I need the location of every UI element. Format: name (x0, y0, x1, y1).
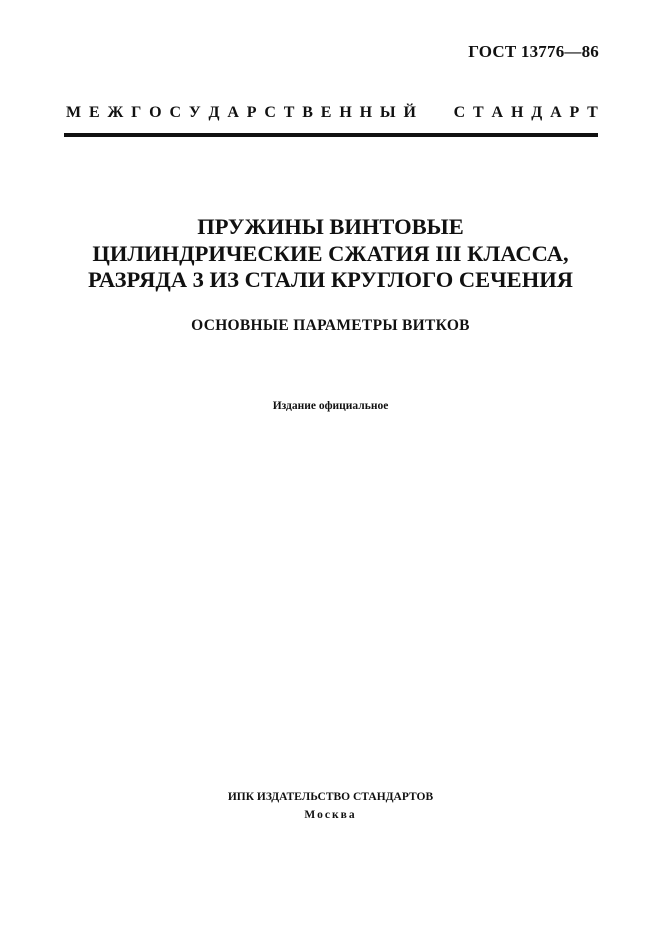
category-letter: О (149, 104, 162, 121)
category-letter: Е (320, 104, 332, 121)
title-line-2: ЦИЛИНДРИЧЕСКИЕ СЖАТИЯ III КЛАССА, (92, 240, 569, 266)
category-letter: Р (569, 104, 580, 121)
category-letter: А (491, 104, 504, 121)
category-letter: Н (510, 104, 524, 121)
edition-note: Издание официальное (272, 400, 389, 412)
category-letter: Т (473, 104, 484, 121)
category-letter: Ы (379, 104, 396, 121)
category-letter: Т (283, 104, 295, 121)
title-line-1: ПРУЖИНЫ ВИНТОВЫЕ (197, 214, 464, 239)
category-letter: Д (208, 104, 220, 121)
category-letter: Т (587, 104, 598, 121)
category-letter: Ж (107, 104, 124, 121)
category-letter: М (66, 104, 82, 121)
standard-category-label (66, 104, 598, 122)
category-letter: Н (339, 104, 352, 121)
title-line-3: РАЗРЯДА 3 ИЗ СТАЛИ КРУГЛОГО СЕЧЕНИЯ (88, 267, 573, 292)
category-letter: Г (131, 104, 142, 121)
category-letter: А (227, 104, 239, 121)
category-letter: С (264, 104, 276, 121)
category-letter: Н (359, 104, 373, 121)
publisher-city: Москва (304, 809, 357, 821)
header-divider (64, 133, 598, 137)
category-letter: У (188, 104, 201, 121)
category-word-gap (424, 104, 446, 122)
category-letter: В (302, 104, 313, 121)
category-letter: Р (246, 104, 257, 121)
category-letter: С (453, 104, 466, 121)
category-letter: С (169, 104, 182, 121)
document-title (40, 214, 621, 294)
category-letter: Д (531, 104, 543, 121)
category-letter: А (550, 104, 562, 121)
document-subtitle: ОСНОВНЫЕ ПАРАМЕТРЫ ВИТКОВ (191, 317, 470, 334)
category-letter: Й (403, 104, 416, 121)
document-code: ГОСТ 13776—86 (468, 42, 599, 61)
publisher-name: ИПК ИЗДАТЕЛЬСТВО СТАНДАРТОВ (227, 791, 434, 803)
category-letter: Е (88, 104, 100, 121)
